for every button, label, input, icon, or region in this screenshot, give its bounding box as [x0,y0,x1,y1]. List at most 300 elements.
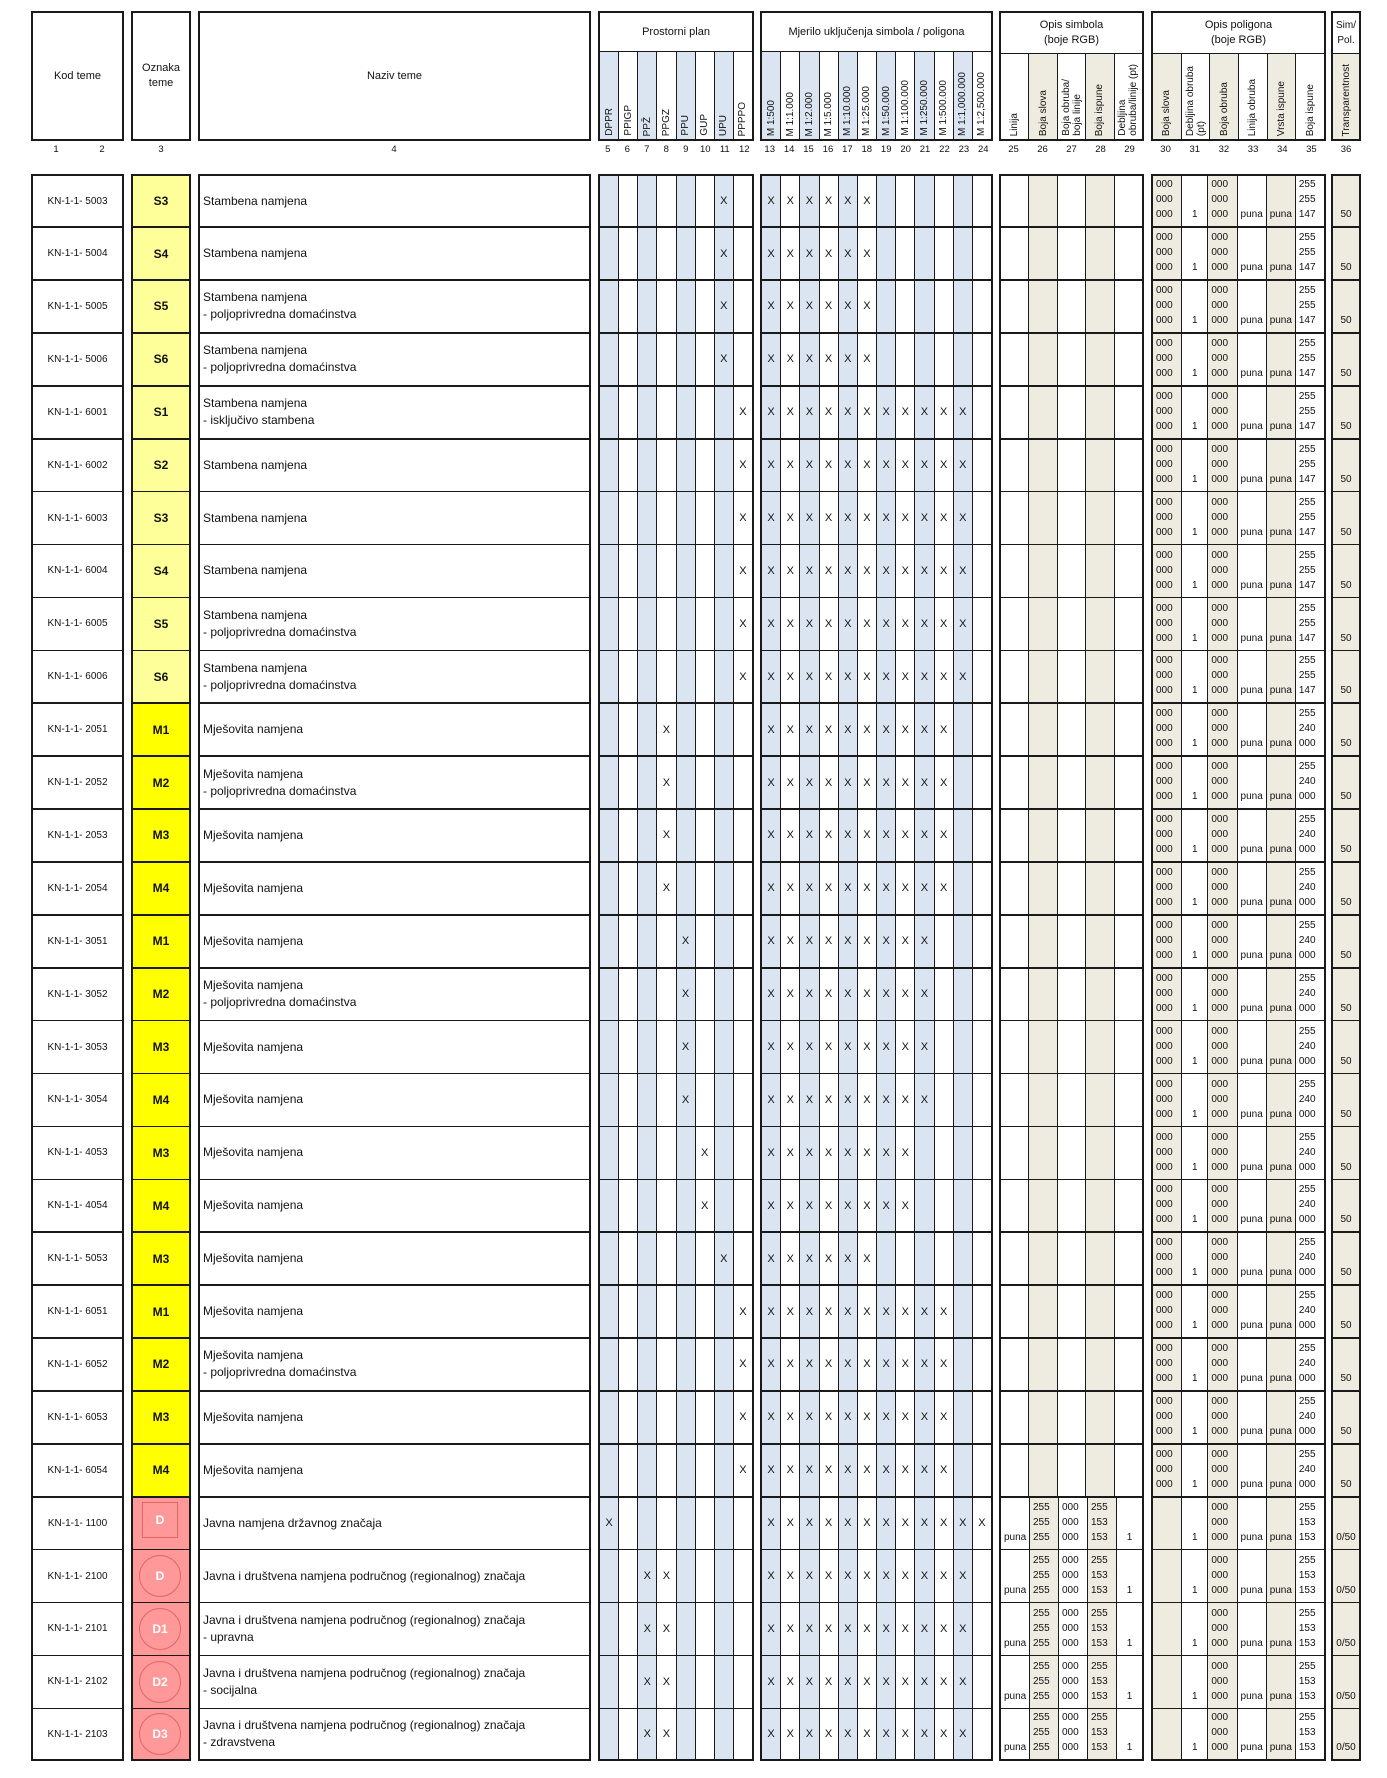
polygon-value [1238,1656,1267,1707]
transparency-value [1333,1180,1359,1231]
symbol-value [1117,1498,1142,1549]
polygon-value [1208,1233,1237,1284]
column-header [839,52,858,139]
transparency-value [1333,651,1359,702]
plan-mark [715,1445,734,1496]
polygon-value [1267,1339,1296,1390]
rgb-line: 000 [1211,617,1229,629]
symbol-value [1001,704,1029,755]
mjer-row-group [760,862,993,915]
symbol-value [1001,1709,1030,1759]
plan-mark [696,651,715,702]
theme-name-line: Mješovita namjena [203,1145,304,1160]
value-text: 50 [1340,791,1352,803]
polygon-value [1296,969,1324,1020]
simb-row-group [999,809,1144,862]
pros-row-group [598,1285,754,1338]
polygon-value [1238,228,1267,279]
plan-mark [657,1339,676,1390]
scale-mark [973,1180,991,1231]
rgb-line: 000 [1211,897,1229,909]
scale-mark: X [839,1127,858,1178]
rgb-line: 000 [1211,1343,1229,1355]
mjer-row-group [760,650,993,703]
rgb-line: 000 [1211,194,1229,206]
scale-mark [935,228,954,279]
symbol-value [1001,1127,1029,1178]
scale-mark [896,281,915,332]
symbol-value [1115,598,1142,649]
rgb-line: 000 [1211,1569,1229,1581]
scale-mark: X [896,545,915,596]
rgb-line: 255 [1298,919,1316,931]
scale-mark: X [954,598,973,649]
polygon-value [1182,1286,1208,1337]
rgb-line: 000 [1156,315,1173,327]
scale-mark: X [820,334,839,385]
rgb-line: 153 [1298,1622,1316,1634]
value-text: puna [1240,949,1263,961]
theme-name-line: Mješovita namjena [203,1409,304,1424]
plan-mark: X [734,598,752,649]
simb-row-group [999,280,1144,333]
rgb-line: 000 [1211,987,1229,999]
sim-row-group [1331,1232,1361,1285]
symbol-value [1001,969,1029,1020]
theme-label-cell [131,491,191,544]
scale-mark: X [858,1127,877,1178]
scale-mark: X [762,492,781,543]
theme-label-cell [131,650,191,703]
rgb-line: 000 [1211,420,1229,432]
transparency-value [1333,1498,1359,1549]
scale-mark: X [762,334,781,385]
scale-mark: X [877,598,896,649]
theme-label: M4 [152,1463,170,1478]
symbol-value [1059,1603,1088,1654]
column-number: 18 [861,144,873,155]
scale-mark [954,1021,973,1072]
plan-mark [600,1021,619,1072]
rgb-line: 240 [1298,1146,1316,1158]
value-text: 50 [1340,315,1352,327]
transparency-value [1333,387,1359,438]
symbol-value [1029,1286,1057,1337]
symbol-value [1001,1286,1029,1337]
symbol-value [1115,440,1142,491]
scale-mark: X [935,545,954,596]
scale-mark: X [839,969,858,1020]
plan-mark [677,704,696,755]
rgb-line: 000 [1062,1607,1079,1619]
scale-mark: X [839,1445,858,1496]
scale-mark: X [896,651,915,702]
theme-name-line: Mješovita namjena [203,1039,304,1054]
rgb-line: 000 [1211,1690,1229,1702]
value-text: 50 [1340,473,1352,485]
rgb-line: 000 [1156,1237,1173,1249]
symbol-value [1115,1392,1142,1443]
symbol-value [1030,1550,1059,1601]
plan-mark [619,281,638,332]
plan-mark [696,1656,715,1707]
plan-mark [696,916,715,967]
symbol-value [1058,1180,1086,1231]
column-header-label: M 1:5.000 [823,91,835,136]
scale-mark: X [935,492,954,543]
rgb-line: 000 [1211,247,1229,259]
value-text: puna [1240,1637,1263,1649]
scale-mark: X [877,492,896,543]
value-text: 50 [1340,738,1352,750]
theme-name-line: Stambena namjena [203,343,308,358]
scale-mark: X [915,1392,934,1443]
polygon-value [1238,1286,1267,1337]
plan-mark [657,1021,676,1072]
column-header-label: Vrsta ispune [1276,80,1288,136]
polygon-value [1267,651,1296,702]
symbol-value [1115,1233,1142,1284]
transparency-value [1333,334,1359,385]
value-text: 50 [1340,262,1352,274]
rgb-line: 255 [1298,390,1316,402]
scale-mark: X [896,969,915,1020]
plan-mark [734,916,752,967]
plan-mark [677,1339,696,1390]
simb-row-group [999,650,1144,703]
scale-mark: X [858,1603,877,1654]
polygon-value [1182,863,1208,914]
sim-row-group [1331,1020,1361,1073]
theme-label-cell [131,1655,191,1708]
column-number: 36 [1340,144,1352,155]
theme-label: M3 [152,1040,170,1055]
polygon-value [1208,1127,1237,1178]
scale-mark: X [762,1286,781,1337]
value-text: puna [1004,1531,1027,1543]
polygon-value [1238,757,1267,808]
scale-mark: X [858,1550,877,1601]
rgb-line: 000 [1211,1463,1229,1475]
plan-mark [677,1180,696,1231]
poly-row-group [1151,1179,1326,1232]
plan-mark [677,1550,696,1601]
column-number: 6 [624,144,630,155]
value-text: puna [1269,1108,1292,1120]
theme-label: S2 [153,458,169,473]
symbol-value [1058,1392,1086,1443]
scale-mark: X [781,1286,800,1337]
plan-mark: X [677,969,696,1020]
sim-row-group [1331,280,1361,333]
plan-mark [734,810,752,861]
polygon-value [1296,1392,1324,1443]
scale-mark: X [781,704,800,755]
pros-row-group [598,1549,754,1602]
scale-mark [954,704,973,755]
rgb-line: 000 [1156,1214,1173,1226]
scale-mark: X [839,176,858,226]
scale-mark: X [800,1709,819,1759]
rgb-line: 000 [1211,209,1229,221]
theme-name-cell [198,915,591,968]
rgb-line: 255 [1298,443,1316,455]
simb-row-group [999,1020,1144,1073]
sim-row-group [1331,1179,1361,1232]
header-group-prostorni [598,11,754,141]
theme-name-line: Stambena namjena [203,290,308,305]
scale-mark [973,1709,991,1759]
plan-mark: X [734,1339,752,1390]
value-text: puna [1269,685,1292,697]
mjer-row-group [760,1338,993,1391]
theme-name-line: Javna i društvena namjena područnog (regionalnog) značaja [203,1568,526,1583]
plan-mark [677,176,696,226]
theme-code-cell: KN-1-1- 3051 [31,915,124,968]
poly-row-group [1151,439,1326,492]
pros-row-group [598,1338,754,1391]
pros-row-group [598,1126,754,1179]
plan-mark [600,704,619,755]
symbol-value [1001,1550,1030,1601]
scale-mark [935,1233,954,1284]
column-header-label: Debljina obruba/linije (pt) [1117,64,1140,136]
symbol-value [1086,176,1114,226]
symbol-value [1058,598,1086,649]
polygon-value [1182,704,1208,755]
scale-mark: X [915,1021,934,1072]
rgb-line: 153 [1091,1516,1108,1528]
rgb-line: 147 [1298,209,1316,221]
rgb-line: 255 [1298,285,1316,297]
scale-mark: X [820,757,839,808]
polygon-value [1296,387,1324,438]
rgb-line: 255 [1298,761,1316,773]
polygon-value [1267,969,1296,1020]
poly-row-group [1151,1126,1326,1179]
scale-mark [973,1233,991,1284]
symbol-value [1001,1074,1029,1125]
symbol-value [1059,1498,1088,1549]
value-text: 1 [1191,526,1198,538]
scale-mark: X [839,810,858,861]
symbol-value [1001,1392,1029,1443]
poly-row-group [1151,1497,1326,1550]
column-header-label: M 1:500.000 [938,80,950,136]
symbol-value [1058,1021,1086,1072]
rgb-line: 255 [1298,867,1316,879]
plan-mark [715,810,734,861]
rgb-line: 000 [1062,1675,1079,1687]
value-text: 50 [1340,685,1352,697]
plan-mark [677,1603,696,1654]
symbol-value [1086,545,1114,596]
rgb-line: 153 [1091,1727,1108,1739]
polygon-value [1208,1656,1237,1707]
rgb-line: 000 [1156,761,1173,773]
symbol-value [1086,704,1114,755]
symbol-value [1001,1180,1029,1231]
polygon-value [1208,492,1237,543]
rgb-line: 000 [1062,1742,1079,1754]
polygon-value [1296,440,1324,491]
rgb-line: 000 [1156,1396,1173,1408]
polygon-value [1182,1550,1208,1601]
scale-mark: X [820,1127,839,1178]
rgb-line: 000 [1211,738,1229,750]
theme-name-cell [198,1391,591,1444]
theme-label: M4 [152,1092,170,1107]
scale-mark: X [915,1074,934,1125]
rgb-line: 000 [1156,1478,1173,1490]
scale-mark: X [915,810,934,861]
rgb-line: 153 [1091,1637,1108,1649]
sim-row-group [1331,968,1361,1021]
rgb-line: 000 [1211,1199,1229,1211]
pros-row-group [598,756,754,809]
column-headers [1333,54,1359,139]
polygon-value [1153,757,1182,808]
plan-mark: X [696,1180,715,1231]
column-number: 9 [683,144,689,155]
column-header [762,52,781,139]
rgb-line: 000 [1156,1358,1173,1370]
theme-name-line: Stambena namjena [203,193,308,208]
plan-mark [657,598,676,649]
scale-mark: X [896,1445,915,1496]
scale-mark: X [762,1498,781,1549]
plan-mark [600,492,619,543]
plan-mark [734,1498,752,1549]
scale-mark: X [896,440,915,491]
poly-row-group [1151,756,1326,809]
theme-label: M2 [152,775,170,790]
scale-mark: X [858,757,877,808]
theme-name-cell [198,439,591,492]
scale-mark [896,176,915,226]
mjer-row-group [760,756,993,809]
plan-mark [696,281,715,332]
scale-mark: X [820,1180,839,1231]
scale-mark: X [820,281,839,332]
theme-name-line: Mješovita namjena [203,722,304,737]
scale-mark: X [915,1286,934,1337]
rgb-line: 255 [1033,1516,1050,1528]
polygon-value [1267,863,1296,914]
theme-name-cell [198,1232,591,1285]
rgb-line: 000 [1211,285,1229,297]
value-text: 50 [1340,844,1352,856]
plan-mark [600,863,619,914]
pros-row-group [598,968,754,1021]
polygon-value [1153,1550,1182,1601]
scale-mark: X [762,1709,781,1759]
scale-mark: X [915,492,934,543]
column-number: 22 [939,144,950,155]
column-header-label: M 1:1,000.000 [957,72,969,136]
rgb-line: 255 [1033,1675,1050,1687]
scale-mark: X [800,916,819,967]
theme-name-line: - upravna [203,1629,254,1644]
value-text: puna [1240,632,1263,644]
theme-code-cell: KN-1-1- 3053 [31,1020,124,1073]
rgb-line: 000 [1156,987,1173,999]
polygon-value [1238,1498,1267,1549]
mjer-row-group [760,915,993,968]
value-text: 1 [1191,738,1198,750]
symbol-value [1029,1074,1057,1125]
plan-mark [677,863,696,914]
simb-row-group [999,1497,1144,1550]
plan-mark [638,1445,657,1496]
pros-row-group [598,227,754,280]
scale-mark: X [800,1021,819,1072]
theme-label-cell [131,1179,191,1232]
simb-row-group [999,1232,1144,1285]
symbol-value [1029,916,1057,967]
scale-mark: X [915,969,934,1020]
plan-mark: X [715,281,734,332]
rgb-line: 000 [1156,949,1173,961]
value-text: 50 [1340,1320,1352,1332]
symbol-value [1086,492,1114,543]
theme-symbol-circle-icon: D1 [139,1608,181,1650]
value-text: puna [1269,262,1292,274]
rgb-line: 240 [1298,829,1316,841]
symbol-value [1029,545,1057,596]
scale-mark [915,334,934,385]
polygon-value [1153,1392,1182,1443]
value-text: puna [1240,1161,1263,1173]
plan-mark [619,387,638,438]
plan-mark [677,1656,696,1707]
plan-mark [715,863,734,914]
plan-mark [619,1286,638,1337]
column-header-label: Transparentnost [1340,63,1352,136]
polygon-value [1208,334,1237,385]
rgb-line: 000 [1062,1660,1079,1672]
rgb-line: 000 [1298,1426,1316,1438]
theme-label-cell [131,597,191,650]
column-header [657,52,676,139]
column-header-label: PPU [680,115,692,136]
column-number: 12 [738,144,750,155]
column-header-label: Boja ispune [1094,83,1106,136]
polygon-value [1267,1127,1296,1178]
polygon-value [1208,651,1237,702]
value-text: 0/50 [1336,1742,1356,1754]
rgb-line: 000 [1156,1161,1173,1173]
plan-mark [619,1339,638,1390]
plan-mark [657,545,676,596]
rgb-line: 000 [1211,1055,1229,1067]
plan-mark [657,1498,676,1549]
theme-label: S3 [153,194,169,209]
scale-mark: X [800,1074,819,1125]
scale-mark: X [896,1656,915,1707]
transparency-value [1333,1286,1359,1337]
symbol-value [1058,228,1086,279]
rgb-line: 000 [1156,353,1173,365]
theme-label-cell [131,544,191,597]
rgb-line: 000 [1156,1002,1173,1014]
scale-mark: X [858,1286,877,1337]
column-header-label: M 1:2.000 [803,91,815,136]
theme-code-cell: KN-1-1- 6054 [31,1444,124,1497]
scale-mark [954,1286,973,1337]
plan-mark [600,1550,619,1601]
sim-row-group [1331,439,1361,492]
